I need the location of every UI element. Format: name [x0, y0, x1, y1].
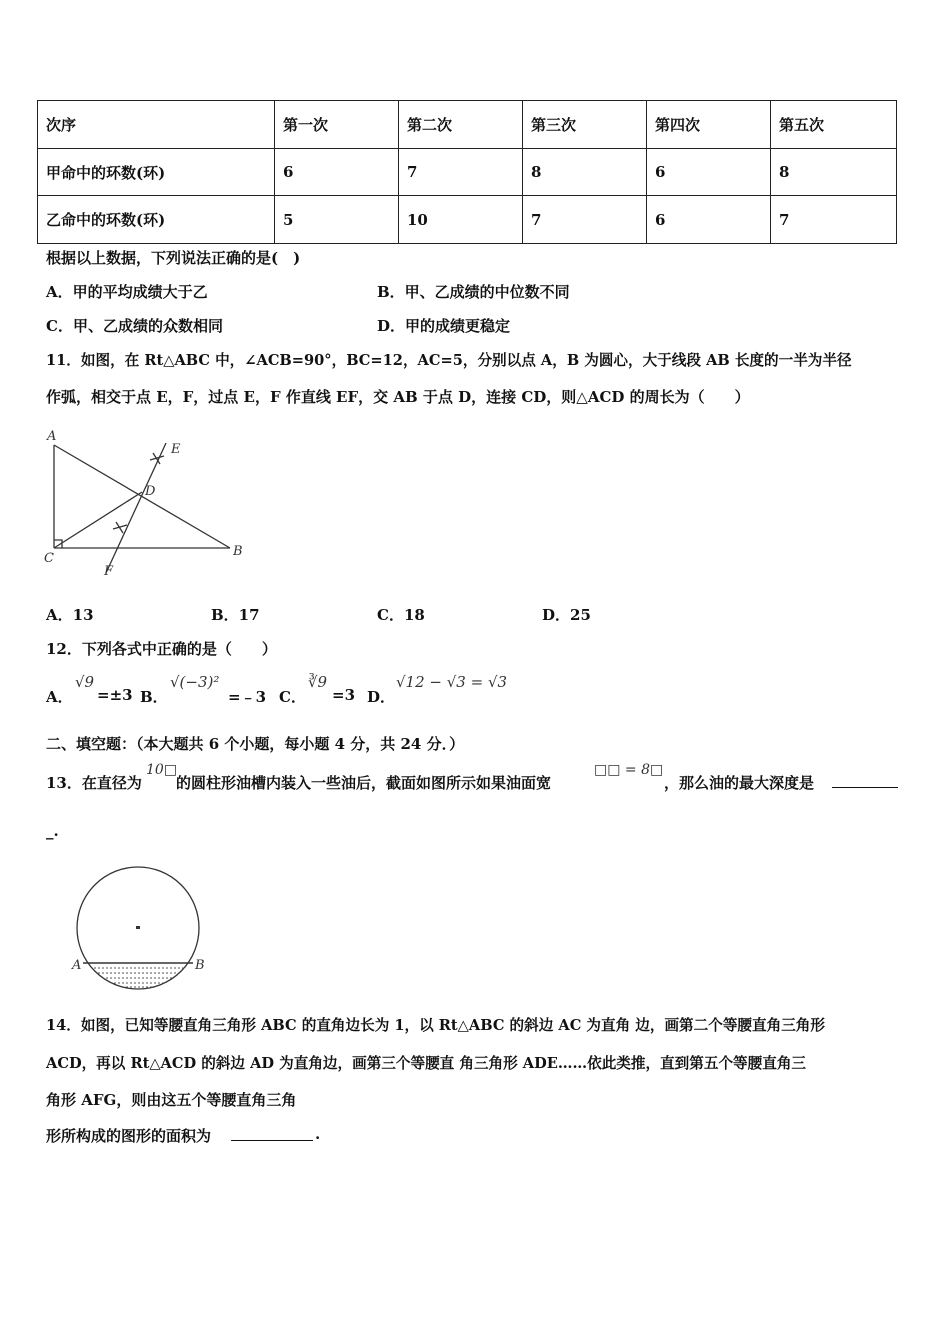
q10-option-d: D．甲的成绩更稳定 — [377, 317, 511, 335]
score-table — [37, 100, 897, 244]
table-cell: 6 — [647, 148, 771, 196]
q12-option-c-label: C． — [279, 688, 306, 706]
table-cell: 10 — [399, 196, 523, 244]
table-header-cell: 次序 — [38, 101, 275, 149]
label-b: B — [195, 958, 205, 973]
table-cell: 甲命中的环数(环) — [38, 148, 275, 196]
q14-answer-blank — [231, 1140, 313, 1141]
q11-line2: 作弧，相交于点 E，F，过点 E，F 作直线 EF，交 AB 于点 D，连接 CD，则△ACD 的周长为（ ） — [46, 388, 750, 406]
q14-line4: 形所构成的图形的面积为 — [46, 1127, 212, 1145]
table-cell: 7 — [399, 148, 523, 196]
table-cell: 6 — [275, 148, 399, 196]
table-header-cell: 第二次 — [399, 101, 523, 149]
q11-option-c: C．18 — [377, 606, 425, 624]
q10-stem: 根据以上数据，下列说法正确的是( ) — [46, 249, 301, 267]
table-cell: 6 — [647, 196, 771, 244]
table-cell: 5 — [275, 196, 399, 244]
segment-cd — [54, 492, 142, 548]
q13-circle-figure — [70, 862, 215, 997]
table-row — [38, 196, 897, 244]
q13-answer-blank — [832, 787, 898, 788]
q13-part1: 13．在直径为 — [46, 774, 142, 792]
q11-line1: 11．如图，在 Rt△ABC 中，∠ACB=90°，BC=12，AC=5，分别以点 A，B 为圆心，大于线段 AB 长度的一半为半径 — [46, 352, 852, 369]
q14-line2: ACD，再以 Rt△ACD 的斜边 AD 为直角边，画第三个等腰直 角三角形 ADE……依此类推，直到第五个等腰直角三 — [46, 1055, 807, 1072]
label-f: F — [104, 564, 114, 579]
label-a: A — [47, 429, 57, 444]
label-c: C — [44, 551, 54, 566]
q13-part2: 的圆柱形油槽内装入一些油后，截面如图所示如果油面宽 — [176, 774, 552, 792]
q12-option-a-label: A． — [46, 688, 73, 706]
table-row — [38, 148, 897, 196]
oil-hatching — [70, 968, 215, 987]
q12-option-d-math: √12 − √3 = √3 — [396, 673, 508, 691]
center-dot — [136, 926, 140, 929]
q14-line4-end: . — [315, 1125, 321, 1143]
q12-option-a-rest: =±3 — [97, 686, 133, 704]
q12-option-b-rest: =﹣3 — [228, 688, 267, 706]
label-e: E — [171, 442, 181, 457]
q12-stem: 12．下列各式中正确的是（ ） — [46, 640, 277, 658]
q12-option-c-rest: =3 — [332, 686, 356, 704]
label-d: D — [145, 484, 156, 499]
q12-option-c-math: ∛9 — [308, 673, 328, 691]
table-cell: 7 — [523, 196, 647, 244]
q11-option-b: B．17 — [211, 606, 260, 624]
q11-triangle-figure — [40, 425, 260, 585]
q11-option-d: D．25 — [542, 606, 591, 624]
q12-option-b-label: B． — [140, 688, 168, 706]
q13-part3: ，那么油的最大深度是 — [664, 774, 815, 792]
q12-option-a-math: √9 — [75, 673, 95, 691]
q13-tail: _. — [46, 822, 59, 840]
label-b: B — [233, 544, 243, 559]
table-header-cell: 第三次 — [523, 101, 647, 149]
q10-option-a: A．甲的平均成绩大于乙 — [46, 283, 208, 301]
table-cell: 8 — [523, 148, 647, 196]
section-title: 二、填空题：（本大题共 6 个小题，每小题 4 分，共 24 分．） — [46, 735, 465, 753]
q11-option-a: A．13 — [46, 606, 94, 624]
q10-option-c: C．甲、乙成绩的众数相同 — [46, 317, 223, 335]
table-header-cell: 第一次 — [275, 101, 399, 149]
table-cell: 8 — [771, 148, 897, 196]
table-header-row — [38, 101, 897, 149]
table-cell: 7 — [771, 196, 897, 244]
q13-math-diameter: 10□ — [146, 762, 178, 778]
q13-math-width: □□ = 8□ — [594, 762, 664, 778]
q12-option-b-math: √(−3)² — [170, 673, 220, 691]
q14-line3: 角形 AFG，则由这五个等腰直角三角 — [46, 1091, 297, 1109]
table-header-cell: 第五次 — [771, 101, 897, 149]
table-cell: 乙命中的环数(环) — [38, 196, 275, 244]
label-a: A — [72, 958, 82, 973]
table-header-cell: 第四次 — [647, 101, 771, 149]
q12-option-d-label: D． — [367, 688, 396, 706]
q10-option-b: B．甲、乙成绩的中位数不同 — [377, 283, 570, 301]
line-ef — [106, 443, 166, 573]
q14-line1: 14．如图，已知等腰直角三角形 ABC 的直角边长为 1，以 Rt△ABC 的斜边 AC 为直角 边，画第二个等腰直角三角形 — [46, 1017, 825, 1034]
